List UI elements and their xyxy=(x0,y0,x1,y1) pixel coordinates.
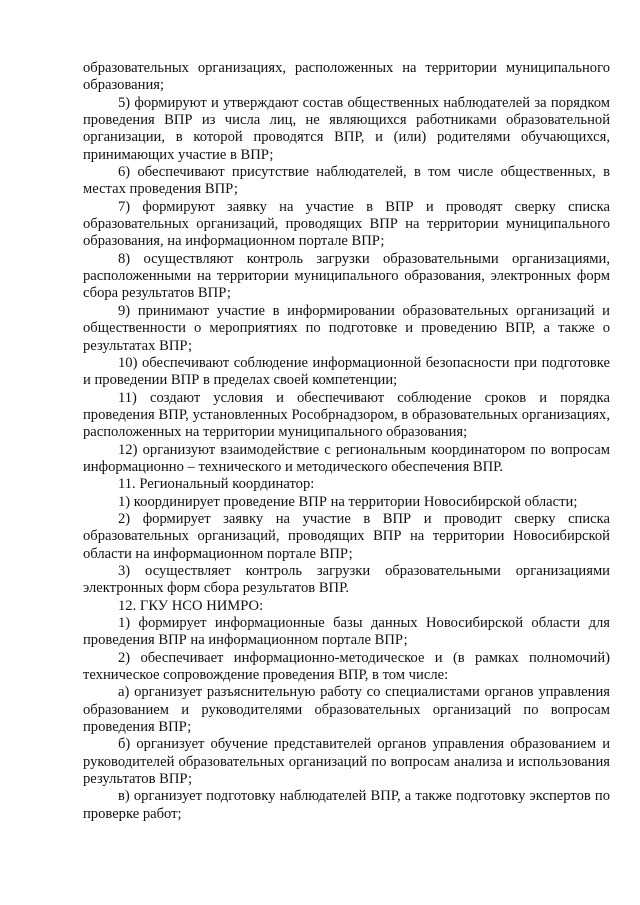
paragraph-coordinator-item-1: 1) координирует проведение ВПР на территории Новосибирской области; xyxy=(118,493,578,510)
paragraph-item-6: 6) обеспечивают присутствие наблюдателей, в том числе общественных, в местах проведения ВПР; xyxy=(83,164,610,198)
section-heading-12: 12. ГКУ НСО НИМРО: xyxy=(118,597,264,614)
paragraph-item-11: 11) создают условия и обеспечивают соблюдение сроков и порядка проведения ВПР, установленных Рособрнадзором, в образовательных организациях, расположенных на территории муниципального образования; xyxy=(83,389,610,441)
paragraph-item-9: 9) принимают участие в информировании образовательных организаций и общественности о мероприятиях по подготовке и проведению ВПР, а также о результатах ВПР; xyxy=(83,302,610,354)
paragraph-nimro-item-1: 1) формирует информационные базы данных Новосибирской области для проведения ВПР на информационном портале ВПР; xyxy=(83,615,610,649)
paragraph-item-8: 8) осуществляют контроль загрузки образовательными организациями, расположенными на территории муниципального образования, электронных форм сбора результатов ВПР; xyxy=(83,250,610,302)
paragraph-item-12: 12) организуют взаимодействие с региональным координатором по вопросам информационно – технического и методического обеспечения ВПР. xyxy=(83,441,610,475)
paragraph-item-5: 5) формируют и утверждают состав общественных наблюдателей за порядком проведения ВПР из числа лиц, не являющихся работниками образовательной организации, в которой проводятся ВПР, и (или) родителями обучающихся, принимающих участие в ВПР; xyxy=(83,94,610,163)
paragraph-item-10: 10) обеспечивают соблюдение информационной безопасности при подготовке и проведении ВПР в пределах своей компетенции; xyxy=(83,354,610,389)
paragraph-nimro-item-2: 2) обеспечивает информационно-методическое и (в рамках полномочий) техническое сопровождение проведения ВПР, в том числе: xyxy=(83,649,610,684)
section-heading-11: 11. Региональный координатор: xyxy=(118,476,315,493)
paragraph-item-7: 7) формируют заявку на участие в ВПР и проводят сверку списка образовательных организаций, проводящих ВПР на территории муниципального образования, на информационном портале ВПР; xyxy=(83,198,610,250)
document-page xyxy=(83,60,610,823)
paragraph-coordinator-item-2: 2) формирует заявку на участие в ВПР и проводит сверку списка образовательных организаций, проводящих ВПР на территории Новосибирской области на информационном портале ВПР; xyxy=(83,510,610,562)
paragraph-coordinator-item-3: 3) осуществляет контроль загрузки образовательными организациями электронных форм сбора результатов ВПР. xyxy=(83,562,610,597)
paragraph-nimro-subitem-a: а) организует разъяснительную работу со специалистами органов управления образованием и руководителями образовательных организаций по вопросам проведения ВПР; xyxy=(83,684,610,736)
paragraph-continuation: образовательных организациях, расположенных на территории муниципального образования; xyxy=(83,60,610,94)
paragraph-nimro-subitem-v: в) организует подготовку наблюдателей ВПР, а также подготовку экспертов по проверке работ; xyxy=(83,788,610,822)
paragraph-nimro-subitem-b: б) организует обучение представителей органов управления образованием и руководителей образовательных организаций по вопросам анализа и использования результатов ВПР; xyxy=(83,736,610,788)
